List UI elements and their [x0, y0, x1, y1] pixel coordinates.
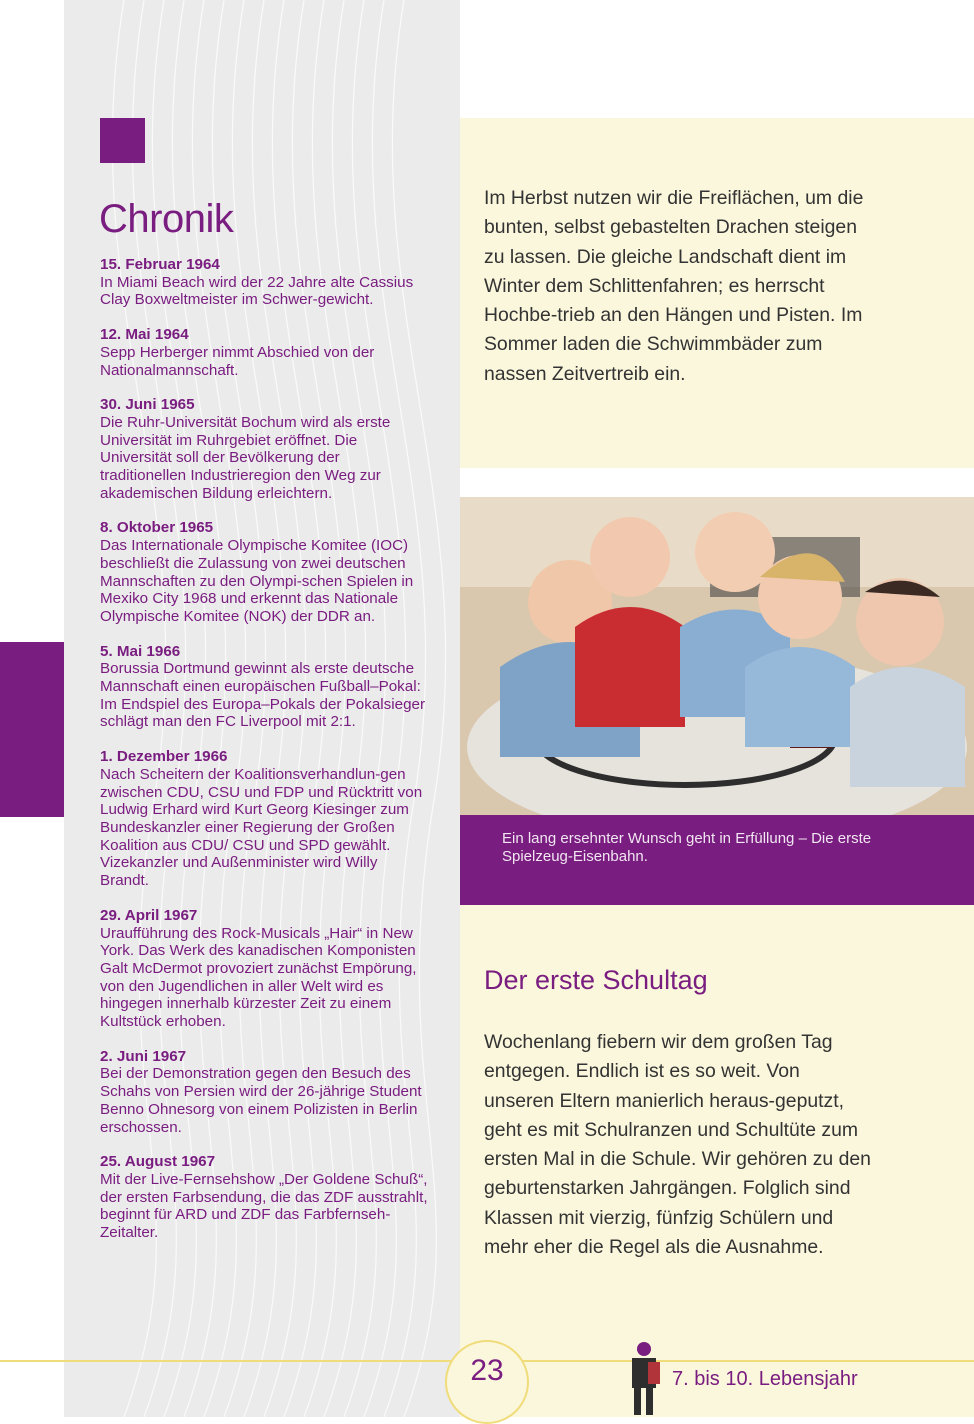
entry-date: 1. Dezember 1966: [100, 748, 228, 766]
chronik-entry: [100, 1048, 430, 1137]
left-edge-accent-bar: [0, 642, 64, 817]
section-heading: Der erste Schultag: [484, 965, 708, 995]
chronik-entry: [100, 396, 430, 502]
life-stage-label: 7. bis 10. Lebensjahr: [672, 1368, 858, 1390]
chronik-entry: [100, 519, 430, 625]
entry-date: 8. Oktober 1965: [100, 519, 214, 537]
entry-date: 25. August 1967: [100, 1153, 216, 1171]
chronik-entry: [100, 256, 430, 309]
chronik-entry: [100, 326, 430, 379]
entry-text: In Miami Beach wird der 22 Jahre alte Cassius Clay Boxweltmeister im Schwer-gewicht.: [100, 273, 414, 309]
entry-date: 12. Mai 1964: [100, 326, 189, 344]
page-number: 23: [470, 1354, 504, 1387]
entry-date: 2. Juni 1967: [100, 1047, 187, 1065]
chronik-entry: [100, 643, 430, 732]
entry-date: 30. Juni 1965: [100, 396, 195, 414]
intro-paragraph: Im Herbst nutzen wir die Freiflächen, um die bunten, selbst gebastelten Drachen steigen zu lassen. Die gleiche Landschaft dient im Winter dem Schlittenfahren; es herrscht Hochbe-trieb an den Hängen und Pisten. Im Sommer laden die Schwimmbäder zum nassen Zeitvertreib ein.: [484, 187, 864, 385]
photo-caption: Ein lang ersehnter Wunsch geht in Erfüllung – Die erste Spielzeug-Eisenbahn.: [502, 830, 872, 865]
entry-text: Die Ruhr-Universität Bochum wird als erste Universität im Ruhrgebiet eröffnet. Die Universität soll der Bevölkerung der traditionellen Industrieregion den Weg zur akademischen Bildung erleichtern.: [100, 413, 391, 502]
section-paragraph: Wochenlang fiebern wir dem großen Tag entgegen. Endlich ist es so weit. Von unseren Eltern manierlich heraus-geputzt, geht es mit Schulranzen und Schultüte zum ersten Mal in die Schule. Wir gehören zu den geburtenstarken Jahrgängen. Folglich sind Klassen mit vierzig, fünfzig Schülern und mehr eher die Regel als die Ausnahme.: [484, 1031, 871, 1259]
chronik-heading: Chronik: [99, 197, 234, 241]
chronik-entry: [100, 1153, 430, 1242]
schoolchild-figure-icon: [622, 1340, 668, 1417]
chronik-entry: [100, 748, 430, 890]
entry-text: Uraufführung des Rock-Musicals „Hair“ in New York. Das Werk des kanadischen Komponisten Galt McDermot provoziert zunächst Empörung, von den Jugendlichen in aller Welt wird es hingegen innerhalb kürzester Zeit zu einem Kultstück erhoben.: [100, 924, 417, 1031]
toy-train-photo: [460, 497, 974, 815]
chronik-entry: [100, 907, 430, 1031]
entry-date: 15. Februar 1964: [100, 256, 220, 273]
entry-text: Mit der Live-Fernsehshow „Der Goldene Schuß“, der ersten Farbsendung, die das ZDF ausstrahlt, beginnt für ARD und ZDF das Farbfernseh-Zeitalter.: [100, 1170, 428, 1242]
entry-text: Nach Scheitern der Koalitionsverhandlun-gen zwischen CDU, CSU und FDP und Rücktritt von Ludwig Erhard wird Kurt Georg Kiesinger zum Bundeskanzler einer Regierung der Großen Koalition aus CDU/ CSU und SPD gewählt. Vizekanzler und Außenminister wird Willy Brandt.: [100, 765, 423, 890]
entry-text: Bei der Demonstration gegen den Besuch des Schahs von Persien wird der 26-jährige Student Benno Ohnesorg von einem Polizisten in Berlin erschossen.: [100, 1065, 422, 1136]
entry-date: 29. April 1967: [100, 906, 198, 924]
entry-text: Borussia Dortmund gewinnt als erste deutsche Mannschaft einen europäischen Fußball–Pokal: Im Endspiel des Europa–Pokals der Pokalsieger schlägt man den FC Liverpool mit 2:1.: [100, 660, 426, 731]
entry-date: 5. Mai 1966: [100, 642, 181, 660]
section-square-marker: [100, 118, 145, 163]
entry-text: Das Internationale Olympische Komitee (IOC) beschließt die Zulassung von zwei deutschen Mannschaften zu den Olympi-schen Spielen in Mexiko City 1968 und erkennt das Nationale Olympische Komitee (NOK) der DDR an.: [100, 537, 414, 625]
photo-illustration: [460, 497, 974, 815]
entry-text: Sepp Herberger nimmt Abschied von der Nationalmannschaft.: [100, 343, 375, 379]
chronik-list: [100, 256, 430, 1259]
